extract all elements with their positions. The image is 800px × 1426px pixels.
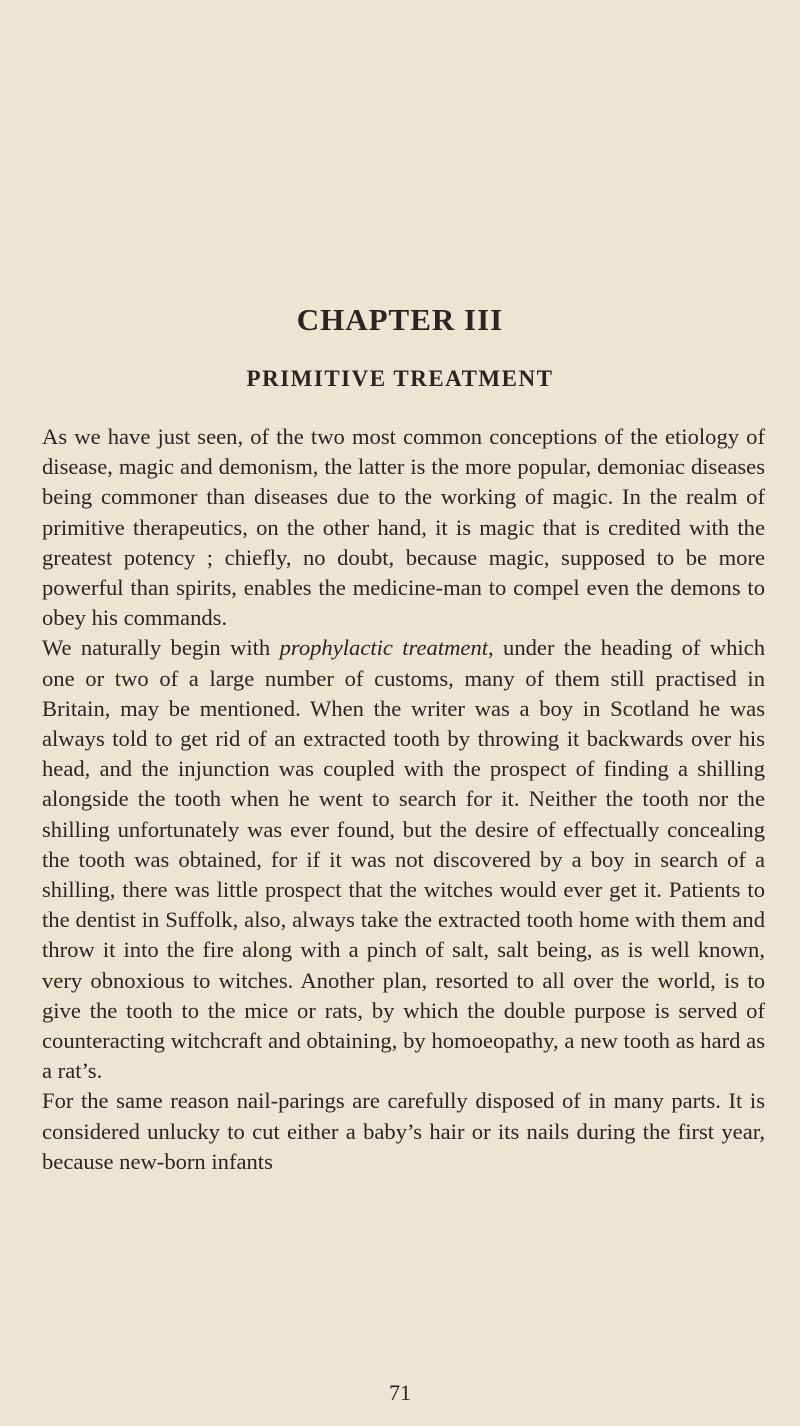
paragraph-2-lead: We naturally begin with <box>42 635 280 661</box>
chapter-title: CHAPTER III <box>296 302 504 337</box>
paragraph-2-rest: , under the heading of which one or two of a large number of customs, many of them still practised in Britain, may be mentioned. When the writer was a boy in Scotland he was always told to get rid of an extracted tooth by throwing it backwards over his head, and the injunction was coupled with the prospect of finding a shilling alongside the tooth when he went to search for it. Neither the tooth nor the shilling unfortunately was ever found, but the desire of effectually concealing the tooth was obtained, for if it was not discovered by a boy in search of a shilling, there was little prospect that the witches would ever get it. Patients to the dentist in Suffolk, also, always take the extracted tooth home with them and throw it into the fire along with a pinch of salt, salt being, as is well known, very obnoxious to witches. Another plan, resorted to all over the world, is to give the tooth to the mice or rats, by which the double purpose is served of counteracting witchcraft and obtaining, by homoeopathy, a new tooth as hard as a rat’s. <box>42 635 765 1084</box>
page-number: 71 <box>389 1380 411 1405</box>
section-title: PRIMITIVE TREATMENT <box>246 366 554 391</box>
paragraph-2 <box>42 633 765 1086</box>
paragraph-3: For the same reason nail-parings are carefully disposed of in many parts. It is considered unlucky to cut either a baby’s hair or its nails during the first year, because new-born infants <box>42 1088 765 1174</box>
paragraph-2-emphasis: prophylactic treatment <box>279 635 489 661</box>
body-text <box>42 422 765 1177</box>
paragraph-1: As we have just seen, of the two most common conceptions of the etiology of disease, magic and demonism, the latter is the more popular, demoniac diseases being commoner than diseases due to the working of magic. In the realm of primitive therapeutics, on the other hand, it is magic that is credited with the greatest potency ; chiefly, no doubt, because magic, supposed to be more powerful than spirits, enables the medicine-man to compel even the demons to obey his commands. <box>42 424 765 631</box>
